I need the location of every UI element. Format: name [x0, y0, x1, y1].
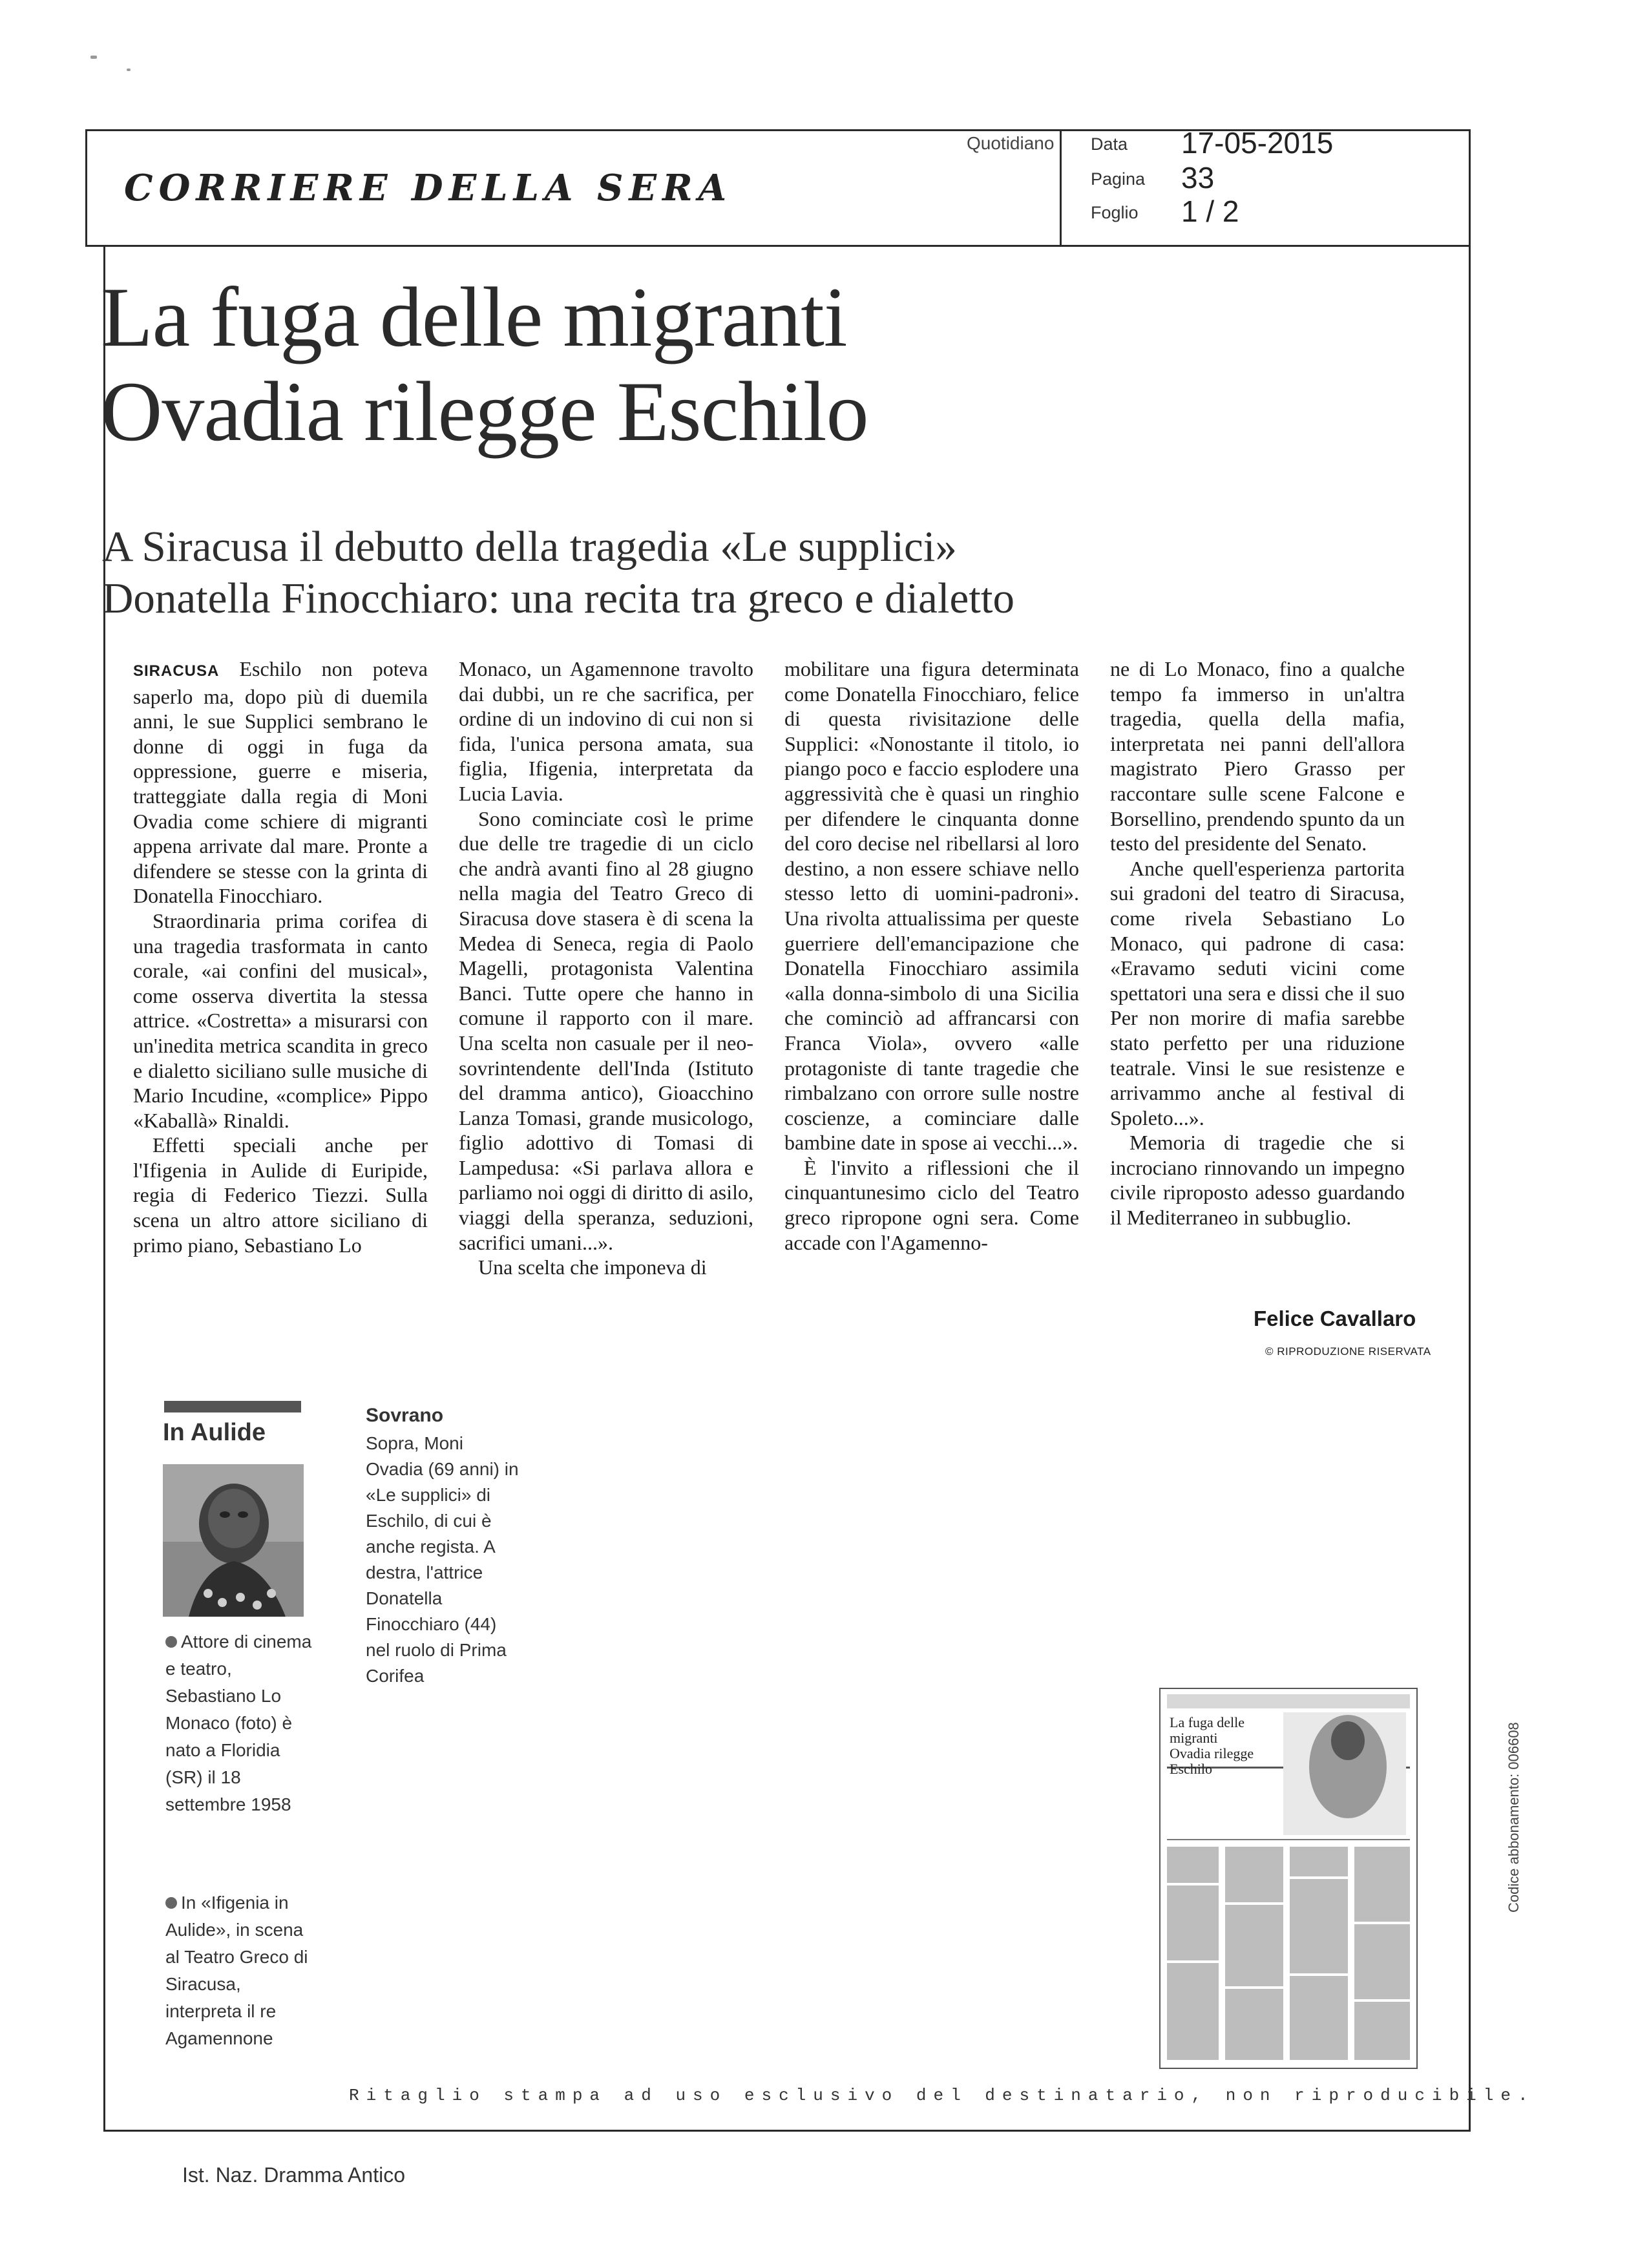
- page-value: 33: [1181, 161, 1215, 194]
- article-column-3: [784, 656, 1079, 1255]
- caption-title: Sovrano: [366, 1405, 444, 1426]
- article-column-2: [459, 656, 753, 1280]
- thumbnail-headline: [1170, 1715, 1283, 1777]
- date-label: Data: [1091, 134, 1128, 154]
- sheet-label: Foglio: [1091, 203, 1139, 222]
- paragraph: Straordinaria prima corifea di una tragedia trasformata in canto corale, «ai confini del musical», come osserva divertita la stessa attrice. «Costretta» a misurarsi con un'inedita metrica scandita in greco e dialetto siciliano sulle musiche di Mario Incudine, «complice» Pippo «Kaballà» Rinaldi.: [133, 908, 428, 1132]
- page-thumbnail: [1159, 1688, 1418, 2069]
- sheet-value: 1 / 2: [1181, 194, 1239, 228]
- dateline: SIRACUSA: [133, 662, 220, 680]
- clipping-notice: Ritaglio stampa ad uso esclusivo del destinatario, non riproducibile.: [349, 2086, 1535, 2105]
- article-title: [101, 270, 1329, 459]
- publication-type: Quotidiano: [967, 133, 1055, 153]
- masthead-divider: [1060, 129, 1062, 247]
- copyright-notice: © RIPRODUZIONE RISERVATA: [1265, 1345, 1431, 1358]
- caption-text: Sopra, Moni Ovadia (69 anni) in «Le supplici» di Eschilo, di cui è anche regista. A destra, l'attrice Donatella Finocchiaro (44) nel ruolo di Prima Corifea: [366, 1433, 519, 1686]
- paragraph: Monaco, un Agamennone travolto dai dubbi, un re che sacrifica, per ordine di un indovino di cui non si fida, l'unica persona amata, sua figlia, Ifigenia, interpretata da Lucia Lavia.: [459, 657, 753, 805]
- bullet-icon: [165, 1897, 177, 1909]
- paragraph: Una scelta che imponeva di: [478, 1255, 707, 1279]
- article-subtitle: [102, 521, 1330, 624]
- portrait-image: [163, 1464, 304, 1617]
- author-byline: Felice Cavallaro: [1254, 1307, 1416, 1330]
- newspaper-logo: CORRIERE DELLA SERA: [124, 167, 733, 209]
- scan-speck: [127, 68, 131, 71]
- sidebar-note-1: [165, 1628, 320, 1818]
- sidebar-note-text: In «Ifigenia in Aulide», in scena al Teatro Greco di Siracusa, interpreta il re Agamennone: [165, 1893, 308, 2048]
- page-label: Pagina: [1091, 169, 1146, 189]
- paragraph: Anche quell'esperienza partorita sui gradoni del teatro di Siracusa, come rivela Sebastiano Lo Monaco, qui padrone di casa: «Eravamo seduti vicini come spettatori una sera e dissi che il suo Per non morire di mafia sarebbe stato perfetto per una riduzione teatrale. Vinsi le sue resistenze e arrivammo anche al festival di Spoleto...».: [1110, 856, 1405, 1129]
- paragraph: È l'invito a riflessioni che il cinquantunesimo ciclo del Teatro greco ripropone ogni sera. Come accade con l'Agamenno-: [784, 1155, 1079, 1254]
- subscription-code: Codice abbonamento: 006608: [1506, 1722, 1522, 1913]
- thumbnail-title-line-2: Ovadia rilegge Eschilo: [1170, 1745, 1254, 1777]
- paragraph: Sono cominciate così le prime due delle tre tragedie di un ciclo che andrà avanti fino al 28 giugno nella magia del Teatro Greco di Siracusa dove stasera è di scena la Medea di Seneca, regia di Paolo Magelli, protagonista Valentina Banci. Tutte opere che hanno in comune il rapporto con il mare. Una scelta non casuale per il neo-sovrintendente dell'Inda (Istituto del dramma antico), Gioacchino Lanza Tomasi, grande musicologo, figlio adottivo di Tomasi di Lampedusa: «Si parlava allora e parliamo noi oggi di diritto di asilo, viaggi della speranza, seduzioni, sacrifici umani...».: [459, 806, 753, 1254]
- sidebar-note-text: Attore di cinema e teatro, Sebastiano Lo Monaco (foto) è nato a Floridia (SR) il 18 settembre 1958: [165, 1632, 312, 1814]
- paragraph: Effetti speciali anche per l'Ifigenia in Aulide di Euripide, regia di Federico Tiezzi. Sulla scena un altro attore siciliano di primo piano, Sebastiano Lo: [133, 1133, 428, 1257]
- title-line-1: La fuga delle migranti: [101, 269, 847, 364]
- article-frame-bottom: [103, 2130, 1471, 2132]
- date-value: 17-05-2015: [1181, 126, 1334, 160]
- bullet-icon: [165, 1636, 177, 1648]
- thumbnail-title-line-1: La fuga delle migranti: [1170, 1714, 1245, 1746]
- sidebar-note-2: [165, 1889, 320, 2052]
- subtitle-line-2: Donatella Finocchiaro: una recita tra greco e dialetto: [102, 574, 1014, 622]
- institution-stamp: Ist. Naz. Dramma Antico: [182, 2163, 405, 2187]
- sidebar-title: In Aulide: [163, 1419, 266, 1446]
- paragraph: ne di Lo Monaco, fino a qualche tempo fa immerso in un'altra tragedia, quella della mafia, interpretata nei panni dell'allora magistrato Piero Grasso per raccontare sulle scene Falcone e Borsellino, prendendo spunto da un testo del presidente del Senato.: [1110, 657, 1405, 856]
- article-column-1: [133, 656, 428, 1257]
- paragraph: mobilitare una figura determinata come Donatella Finocchiaro, felice di questa rivisitazione delle Supplici: «Nonostante il titolo, io piango poco e faccio esplodere una aggressività che è quasi un ringhio per difendere le cinquanta donne del coro decise nel ribellarsi al loro destino, a non essere schiave nello stesso letto di uomini-padroni». Una rivolta attualissima per queste guerriere dell'emancipazione che Donatella Finocchiaro assimila «alla donna-simbolo di una Sicilia che cominciò ad affrancarsi con Franca Viola», ovvero «alle protagoniste di tante tragedie che rimbalzano con orrore sulle nostre coscienze, a cominciare dalle bambine date in spose ai vecchi...».: [784, 657, 1079, 1155]
- sidebar-rule: [164, 1401, 301, 1412]
- paragraph: Eschilo non poteva saperlo ma, dopo più di duemila anni, le sue Supplici sembrano le donne di oggi in fuga da oppressione, guerre e miseria, tratteggiate dalla regia di Moni Ovadia come schiere di migranti appena arrivate dal mare. Pronte a difendere se stesse con la grinta di Donatella Finocchiaro.: [133, 657, 428, 908]
- paragraph: Memoria di tragedie che si incrociano rinnovando un impegno civile riproposto adesso guardando il Mediterraneo in subbuglio.: [1110, 1131, 1405, 1230]
- article-column-4: [1110, 656, 1405, 1230]
- subtitle-line-1: A Siracusa il debutto della tragedia «Le supplici»: [102, 523, 957, 571]
- title-line-2: Ovadia rilegge Eschilo: [101, 364, 868, 459]
- actor-photo: [163, 1464, 304, 1617]
- scan-speck: [90, 56, 97, 59]
